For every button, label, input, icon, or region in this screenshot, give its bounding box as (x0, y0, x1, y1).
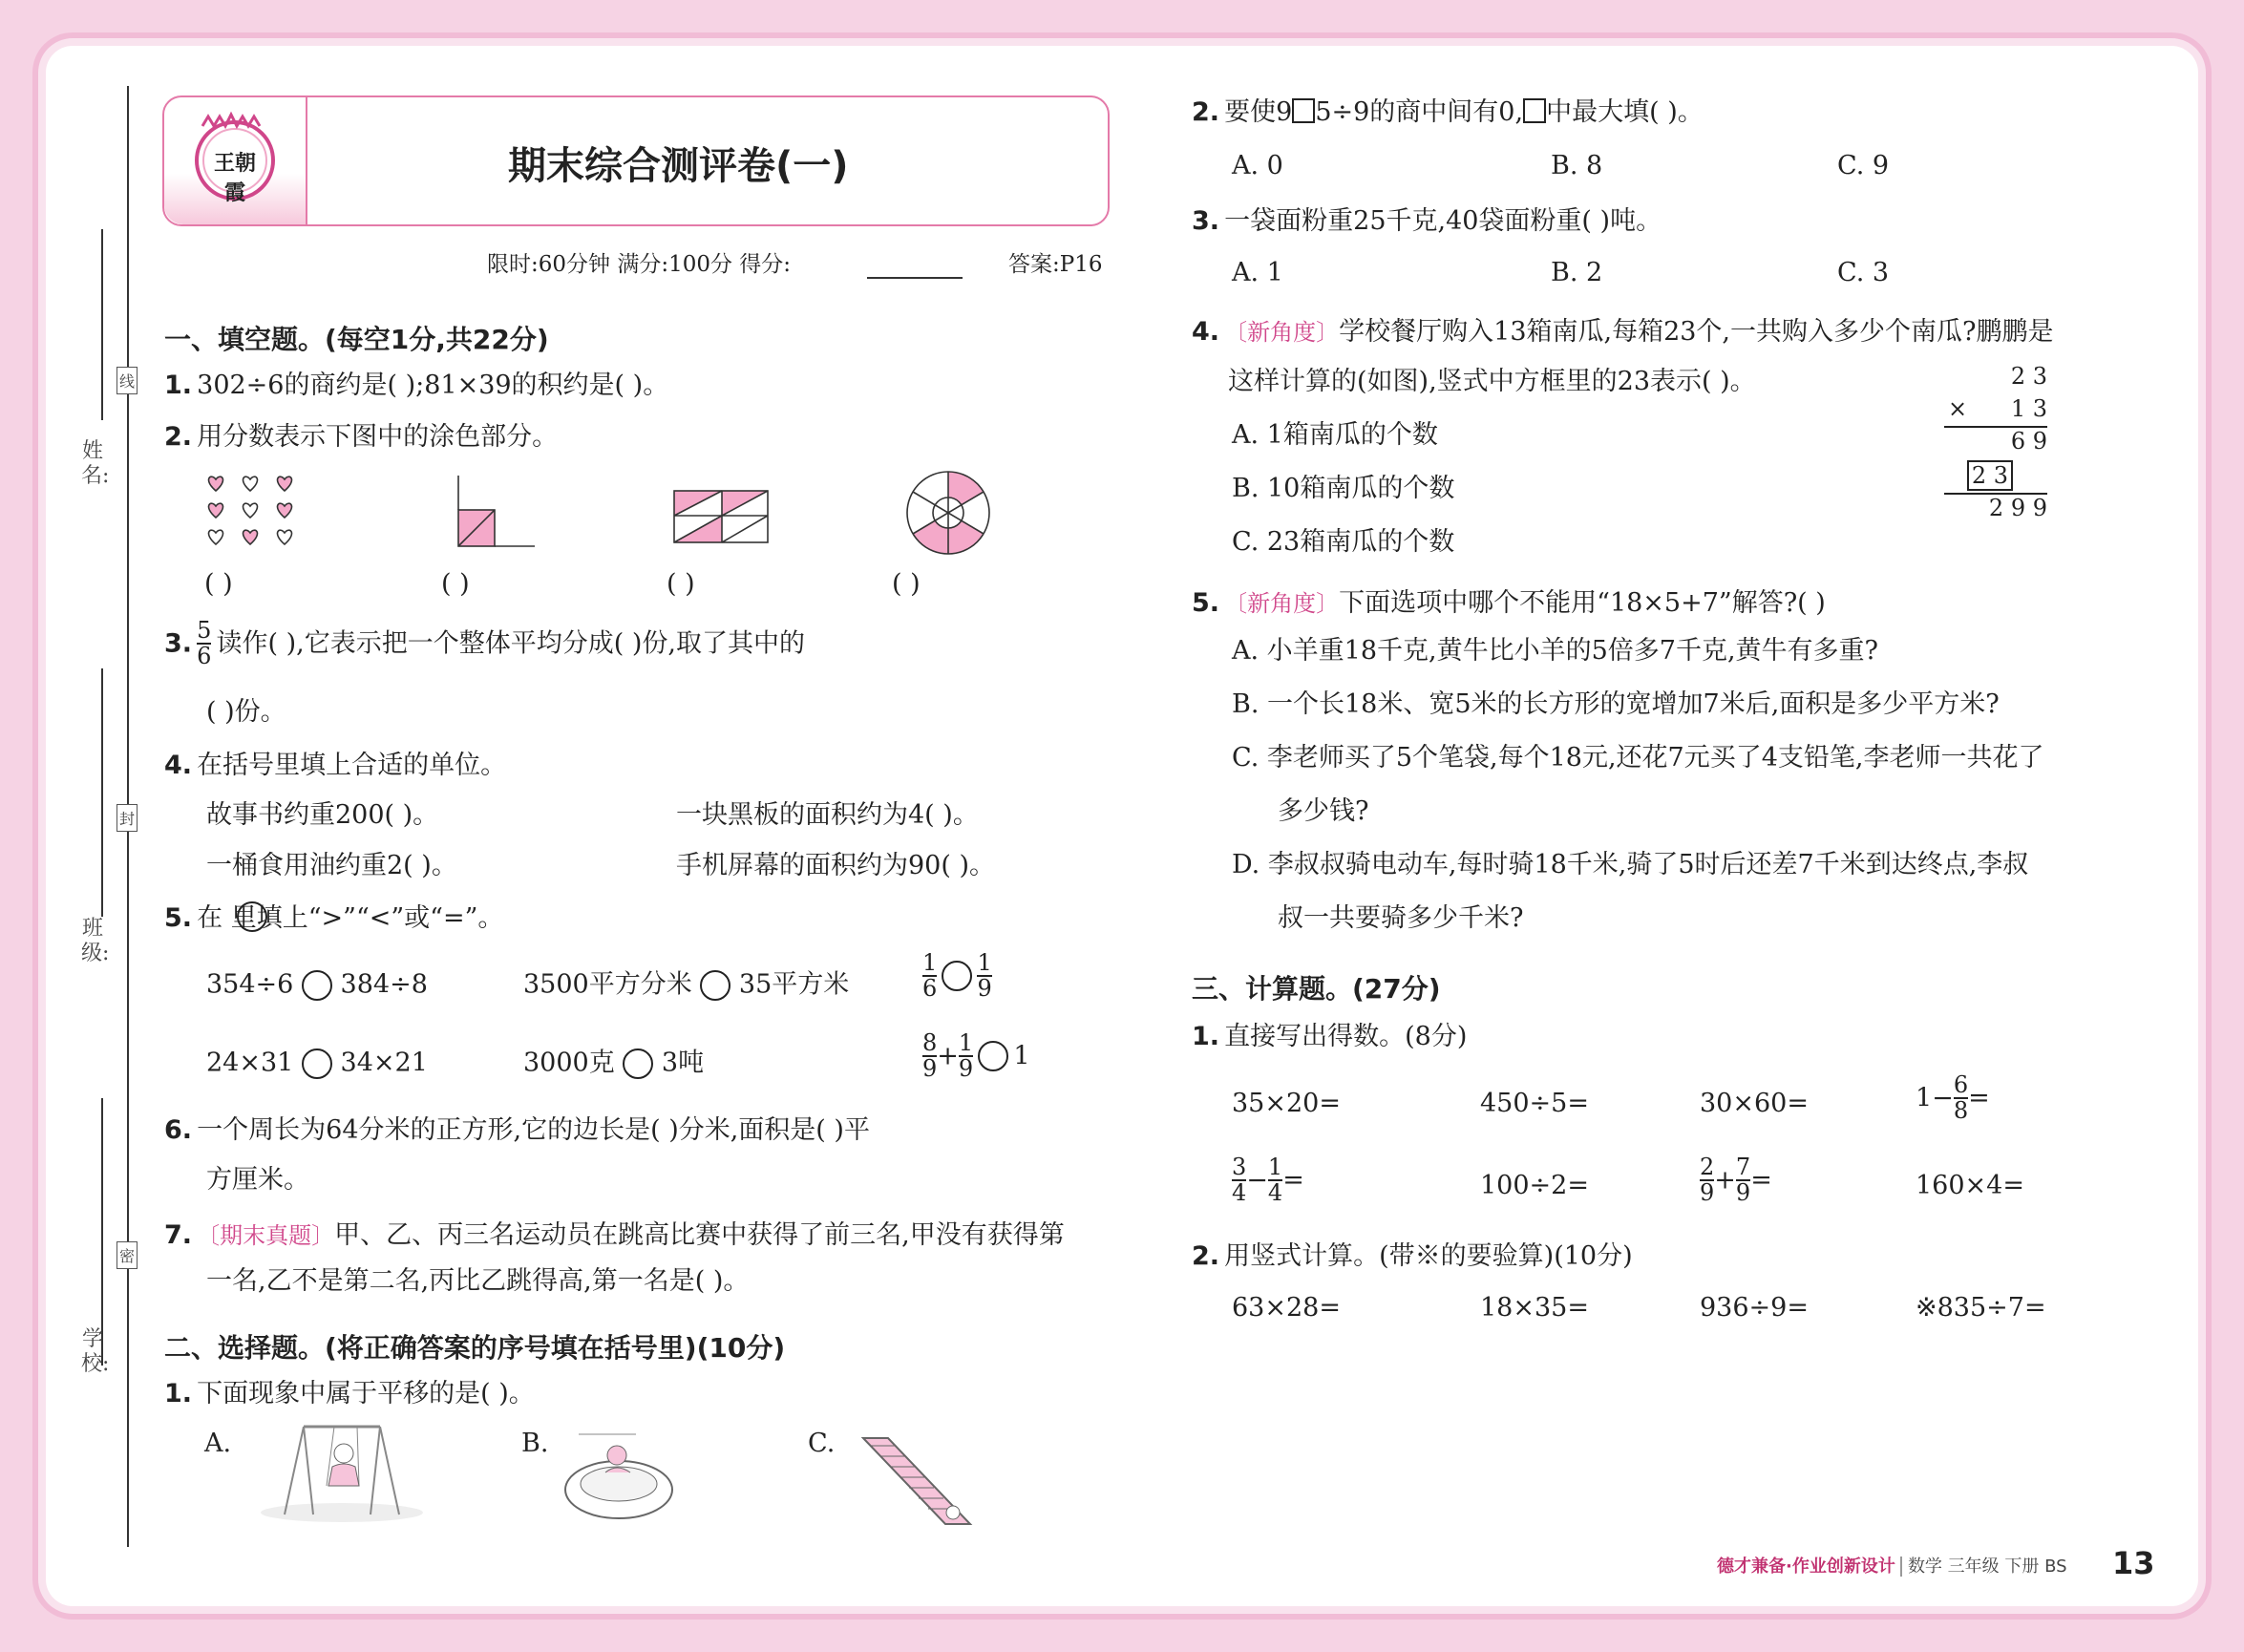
calc-item-fraction-1: 1− $\frac{6}{8}$ = (1916, 1071, 1990, 1125)
q2-1: 1. 下面现象中属于平移的是( )。 (164, 1379, 535, 1408)
digit-box[interactable] (1292, 98, 1315, 123)
q2-3-opt-b: B. 2 (1551, 258, 1603, 287)
q2-2-opt-a: A. 0 (1232, 151, 1283, 180)
q2-5-opt-c: C. 李老师买了5个笔袋,每个18元,还花7元买了4支铅笔,李老师一共花了 (1232, 743, 2044, 773)
q1-4-a: 故事书约重200( )。 (206, 800, 439, 830)
seal-mark-seal: 封 (116, 804, 138, 832)
q2-3-opt-c: C. 3 (1837, 258, 1890, 287)
school-label: 学 校: (81, 1327, 110, 1377)
q2-4: 4. 〔新角度〕学校餐厅购入13箱南瓜,每箱23个,一共购入多少个南瓜?鹏鹏是 (1192, 317, 2054, 347)
vertical-calc-item: ※835÷7= (1916, 1293, 2046, 1323)
q1-5-b: 3500平方分米 35平方米 (523, 969, 850, 1000)
section3-heading: 三、计算题。(27分) (1192, 973, 1441, 1005)
q1-2-blank-4[interactable]: ( ) (892, 569, 921, 599)
boat-illustration (560, 1429, 678, 1532)
q1-6: 6. 一个周长为64分米的正方形,它的边长是( )分米,面积是( )平 (164, 1115, 870, 1145)
q1-2-blank-2[interactable]: ( ) (441, 569, 470, 599)
q1-7-tag: 〔期末真题〕 (197, 1222, 335, 1249)
q2-3: 3. 一袋面粉重25千克,40袋面粉重( )吨。 (1192, 206, 1662, 236)
school-line (101, 1098, 103, 1366)
q2-4-opt-b: B. 10箱南瓜的个数 (1232, 474, 1455, 503)
compare-circle[interactable] (623, 1048, 653, 1079)
calc-item-fraction-2: $\frac{3}{4}$ − $\frac{1}{4}$ = (1232, 1154, 1304, 1207)
q1-3-text: 读作( ),它表示把一个整体平均分成( )份,取了其中的 (216, 628, 805, 659)
q1-2-blank-1[interactable]: ( ) (204, 569, 233, 599)
q2-4-opt-a: A. 1箱南瓜的个数 (1232, 420, 1438, 450)
compare-circle[interactable] (302, 970, 332, 1001)
q2-2: 2. 要使9 5÷9的商中间有0, 中最大填( )。 (1192, 97, 1704, 127)
q2-5-opt-a: A. 小羊重18千克,黄牛比小羊的5倍多7千克,黄牛有多重? (1232, 636, 1879, 666)
score-line (867, 277, 963, 279)
highlight-box: 2 3 (1967, 460, 2013, 491)
q1-2-blank-3[interactable]: ( ) (667, 569, 695, 599)
q1-4: 4. 在括号里填上合适的单位。 (164, 751, 507, 780)
q1-7-cont: 一名,乙不是第二名,丙比乙跳得高,第一名是( )。 (206, 1266, 750, 1296)
vertical-calc-item: 18×35= (1480, 1293, 1589, 1323)
page-number: 13 (2112, 1545, 2155, 1581)
q2-5-opt-d: D. 李叔叔骑电动车,每时骑18千米,骑了5时后还差7千米到达终点,李叔 (1232, 850, 2029, 879)
logo-text: 王朝霞 (213, 151, 256, 205)
calc-item: 160×4= (1916, 1171, 2024, 1200)
vertical-calc-item: 936÷9= (1700, 1293, 1809, 1323)
compare-circle[interactable] (700, 970, 730, 1001)
hearts-figure (206, 472, 311, 554)
q2-1-opt-a: A. (204, 1429, 232, 1458)
section1-heading: 一、填空题。(每空1分,共22分) (164, 324, 549, 355)
q1-5-a: 354÷6 384÷8 (206, 969, 428, 1000)
q2-1-opt-b: B. (521, 1429, 549, 1458)
q2-4-text: 学校餐厅购入13箱南瓜,每箱23个,一共购入多少个南瓜?鹏鹏是 (1339, 317, 2054, 347)
q2-2-opt-b: B. 8 (1551, 151, 1603, 180)
class-label: 班 级: (81, 917, 110, 966)
calc-item: 450÷5= (1480, 1089, 1589, 1118)
footer (1717, 1553, 2067, 1578)
q2-5-opt-b: B. 一个长18米、宽5米的长方形的宽增加7米后,面积是多少平方米? (1232, 689, 2000, 719)
q1-7: 7. 〔期末真题〕甲、乙、丙三名运动员在跳高比赛中获得了前三名,甲没有获得第 (164, 1220, 1065, 1250)
q1-3-fraction: $\frac{5}{6}$ (197, 617, 212, 670)
vertical-calculation: 2 3 × 1 3 6 9 2 3 2 9 9 (1944, 363, 2047, 527)
q1-1-text: 302÷6的商约是( );81×39的积约是( )。 (197, 371, 669, 400)
q1-4-text: 在括号里填上合适的单位。 (197, 751, 507, 780)
q1-2-text: 用分数表示下图中的涂色部分。 (197, 422, 559, 452)
exam-meta: 限时:60分钟 满分:100分 得分: (487, 252, 792, 277)
q2-5-opt-d-cont: 叔一共要骑多少千米? (1278, 903, 1524, 933)
q1-1: 1. 302÷6的商约是( );81×39的积约是( )。 (164, 371, 669, 400)
q1-6-text: 一个周长为64分米的正方形,它的边长是( )分米,面积是( )平 (197, 1115, 870, 1145)
q1-2: 2. 用分数表示下图中的涂色部分。 (164, 422, 559, 452)
q3-1: 1. 直接写出得数。(8分) (1192, 1022, 1468, 1051)
digit-box[interactable] (1523, 98, 1546, 123)
compare-circle[interactable] (302, 1048, 332, 1079)
calc-item: 30×60= (1700, 1089, 1809, 1118)
q1-4-b: 一块黑板的面积约为4( )。 (676, 800, 979, 830)
escalator-illustration (857, 1425, 982, 1536)
q1-4-c: 一桶食用油约重2( )。 (206, 851, 457, 880)
calc-item: 100÷2= (1480, 1171, 1589, 1200)
q1-5-e: 3000克 3吨 (523, 1048, 705, 1078)
footer-subject: 数学 三年级 下册 BS (1900, 1557, 2067, 1577)
answer-ref: 答案:P16 (1008, 252, 1103, 277)
q1-5-c: $\frac{1}{6}$ $\frac{1}{9}$ (922, 949, 992, 1003)
q1-3: 3. $\frac{5}{6}$ 读作( ),它表示把一个整体平均分成( )份,取了其中的 (164, 617, 805, 670)
calc-item: 35×20= (1232, 1089, 1341, 1118)
square-figure (453, 472, 539, 554)
q2-4-opt-c: C. 23箱南瓜的个数 (1232, 527, 1455, 557)
name-line (101, 229, 103, 420)
q1-5-f: $\frac{8}{9}$ + $\frac{1}{9}$ 1 (922, 1029, 1030, 1083)
q3-2: 2. 用竖式计算。(带※的要验算)(10分) (1192, 1241, 1633, 1271)
q2-5-tag: 〔新角度〕 (1224, 590, 1340, 617)
q3-2-text: 用竖式计算。(带※的要验算)(10分) (1224, 1241, 1633, 1271)
q2-3-opt-a: A. 1 (1232, 258, 1283, 287)
q2-4-cont: 这样计算的(如图),竖式中方框里的23表示( )。 (1228, 367, 1756, 396)
class-line (101, 668, 103, 917)
q2-5: 5. 〔新角度〕下面选项中哪个不能用“18×5+7”解答?( ) (1192, 588, 1826, 618)
title-box (162, 95, 1110, 226)
vertical-calc-item: 63×28= (1232, 1293, 1341, 1323)
footer-series: 德才兼备·作业创新设计 (1717, 1557, 1895, 1577)
seal-mark-line: 线 (116, 367, 138, 394)
page-title: 期末综合测评卷(一) (508, 144, 849, 188)
seal-mark-secret: 密 (116, 1241, 138, 1269)
q3-1-text: 直接写出得数。(8分) (1224, 1022, 1468, 1051)
q2-5-opt-c-cont: 多少钱? (1278, 796, 1369, 826)
logo (164, 97, 307, 224)
q1-5-text: 在 里填上“>”“<”或“=”。 (197, 903, 504, 933)
q1-5-circle-sample (237, 901, 267, 932)
calc-item-fraction-3: $\frac{2}{9}$ + $\frac{7}{9}$ = (1700, 1154, 1772, 1207)
q2-2-opt-c: C. 9 (1837, 151, 1890, 180)
q2-5-text: 下面选项中哪个不能用“18×5+7”解答?( ) (1339, 588, 1826, 618)
q1-5: 5. 在 里填上“>”“<”或“=”。 (164, 903, 504, 933)
q1-6-cont: 方厘米。 (206, 1165, 309, 1195)
q1-7-text: 甲、乙、丙三名运动员在跳高比赛中获得了前三名,甲没有获得第 (334, 1220, 1065, 1250)
q2-1-opt-c: C. (808, 1429, 836, 1458)
q1-3-cont: ( )份。 (206, 697, 286, 727)
name-label: 姓 名: (81, 439, 110, 489)
section2-heading: 二、选择题。(将正确答案的序号填在括号里)(10分) (164, 1332, 786, 1364)
compare-circle[interactable] (942, 961, 972, 991)
q1-5-d: 24×31 34×21 (206, 1048, 428, 1078)
q2-3-text: 一袋面粉重25千克,40袋面粉重( )吨。 (1224, 206, 1662, 236)
circle-figure (903, 468, 993, 558)
q1-4-d: 手机屏幕的面积约为90( )。 (676, 851, 996, 880)
compare-circle[interactable] (978, 1041, 1008, 1071)
rectangle-figure (672, 489, 770, 546)
q2-4-tag: 〔新角度〕 (1224, 319, 1340, 346)
q2-1-text: 下面现象中属于平移的是( )。 (197, 1379, 535, 1408)
swing-illustration (256, 1419, 428, 1526)
